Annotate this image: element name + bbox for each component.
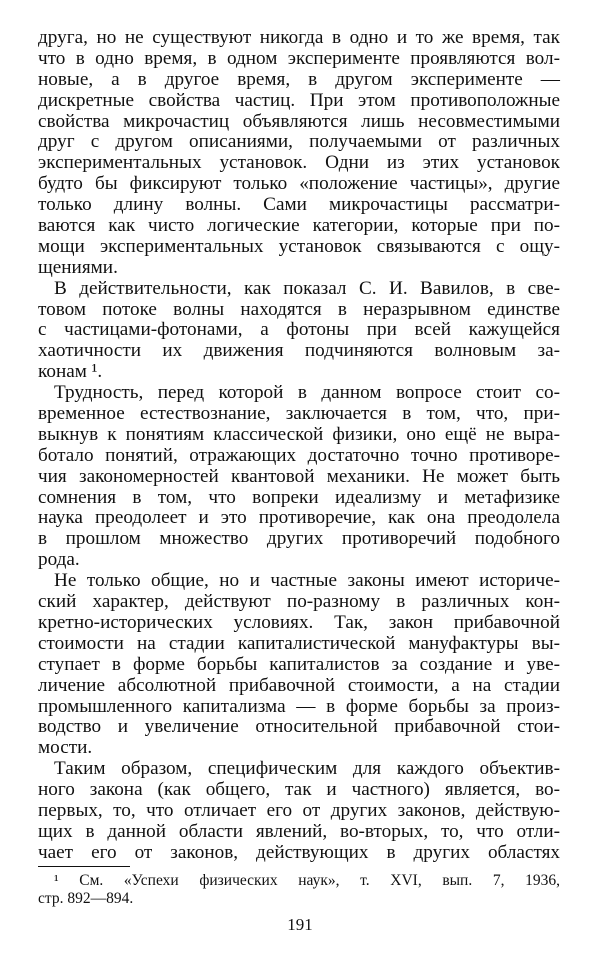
- text-line: В действительности, как показал С. И. Вавилов, в све-: [54, 277, 560, 299]
- text-line: временное естествознание, заключается в том, что, при-: [38, 403, 560, 425]
- text-line: ский характер, действуют по-разному в различных кон-: [38, 591, 560, 613]
- text-line: экспериментальных установок. Одни из этих установок: [38, 152, 560, 174]
- text-line: стоимости на стадии капиталистической мануфактуры вы-: [38, 632, 560, 654]
- text-line: водство и увеличение относительной прибавочной стои-: [38, 716, 560, 738]
- text-line: щих в данной области явлений, во-вторых, то, что отли-: [38, 820, 560, 842]
- text-line: друг с другом описаниями, получаемыми от различных: [38, 131, 560, 153]
- text-line: что в одно время, в одном эксперименте проявляются вол-: [38, 47, 560, 69]
- text-line: конам ¹.: [38, 361, 103, 383]
- text-line: первых, то, что отличает его от других законов, действую-: [38, 799, 560, 821]
- text-line: Трудность, перед которой в данном вопросе стоит со-: [54, 382, 560, 404]
- page-body: [38, 28, 560, 864]
- text-line: Не только общие, но и частные законы имеют историче-: [54, 570, 560, 592]
- text-line: с частицами-фотонами, а фотоны при всей кажущейся: [38, 319, 560, 341]
- text-line: рода.: [38, 549, 80, 571]
- text-line: выкнув к понятиям классической физики, оно ещё не выра-: [38, 423, 560, 445]
- footnote-line: стр. 892—894.: [38, 890, 134, 907]
- text-line: товом потоке волны находятся в неразрывном единстве: [38, 298, 560, 320]
- text-line: промышленного капитализма — в форме борьбы за произ-: [38, 695, 560, 717]
- text-line: новые, а в другое время, в другом эксперименте —: [38, 68, 560, 90]
- text-line: в прошлом множество других противоречий подобного: [38, 528, 560, 550]
- text-line: чия закономерностей квантовой механики. Не может быть: [38, 465, 560, 487]
- footnote: [38, 872, 560, 908]
- text-line: кретно-исторических условиях. Так, закон прибавочной: [38, 611, 560, 633]
- text-line: мости.: [38, 737, 93, 759]
- text-line: ботало понятий, отражающих достаточно точно противоре-: [38, 444, 560, 466]
- text-line: хаотичности их движения подчиняются волновым за-: [38, 340, 560, 362]
- text-line: только длину волны. Сами микрочастицы рассматри-: [38, 194, 560, 216]
- text-line: ступает в форме борьбы капиталистов за создание и уве-: [38, 653, 560, 675]
- text-line: Таким образом, специфическим для каждого объектив-: [54, 758, 560, 780]
- footnote-divider: [38, 866, 130, 867]
- text-line: свойства микрочастиц объявляются лишь несовместимыми: [38, 110, 560, 132]
- text-line: дискретные свойства частиц. При этом противоположные: [38, 89, 560, 111]
- text-line: друга, но не существуют никогда в одно и то же время, так: [38, 27, 560, 48]
- footnote-line: ¹ См. «Успехи физических наук», т. XVI, вып. 7, 1936,: [54, 872, 560, 889]
- text-line: ваются как чисто логические категории, которые при по-: [38, 215, 560, 237]
- text-line: будто бы фиксируют только «положение частицы», другие: [38, 173, 560, 195]
- text-line: мощи экспериментальных установок связываются с ощу-: [38, 235, 560, 257]
- text-line: щениями.: [38, 256, 118, 278]
- page-number: 191: [287, 915, 313, 934]
- text-line: личение абсолютной прибавочной стоимости, а на стадии: [38, 674, 560, 696]
- text-line: ного закона (как общего, так и частного) является, во-: [38, 779, 560, 801]
- text-line: сомнения в том, что вопреки идеализму и метафизике: [38, 486, 560, 508]
- text-line: наука преодолеет и это противоречие, как она преодолела: [38, 507, 560, 529]
- text-line: чает его от законов, действующих в других областях: [38, 841, 560, 863]
